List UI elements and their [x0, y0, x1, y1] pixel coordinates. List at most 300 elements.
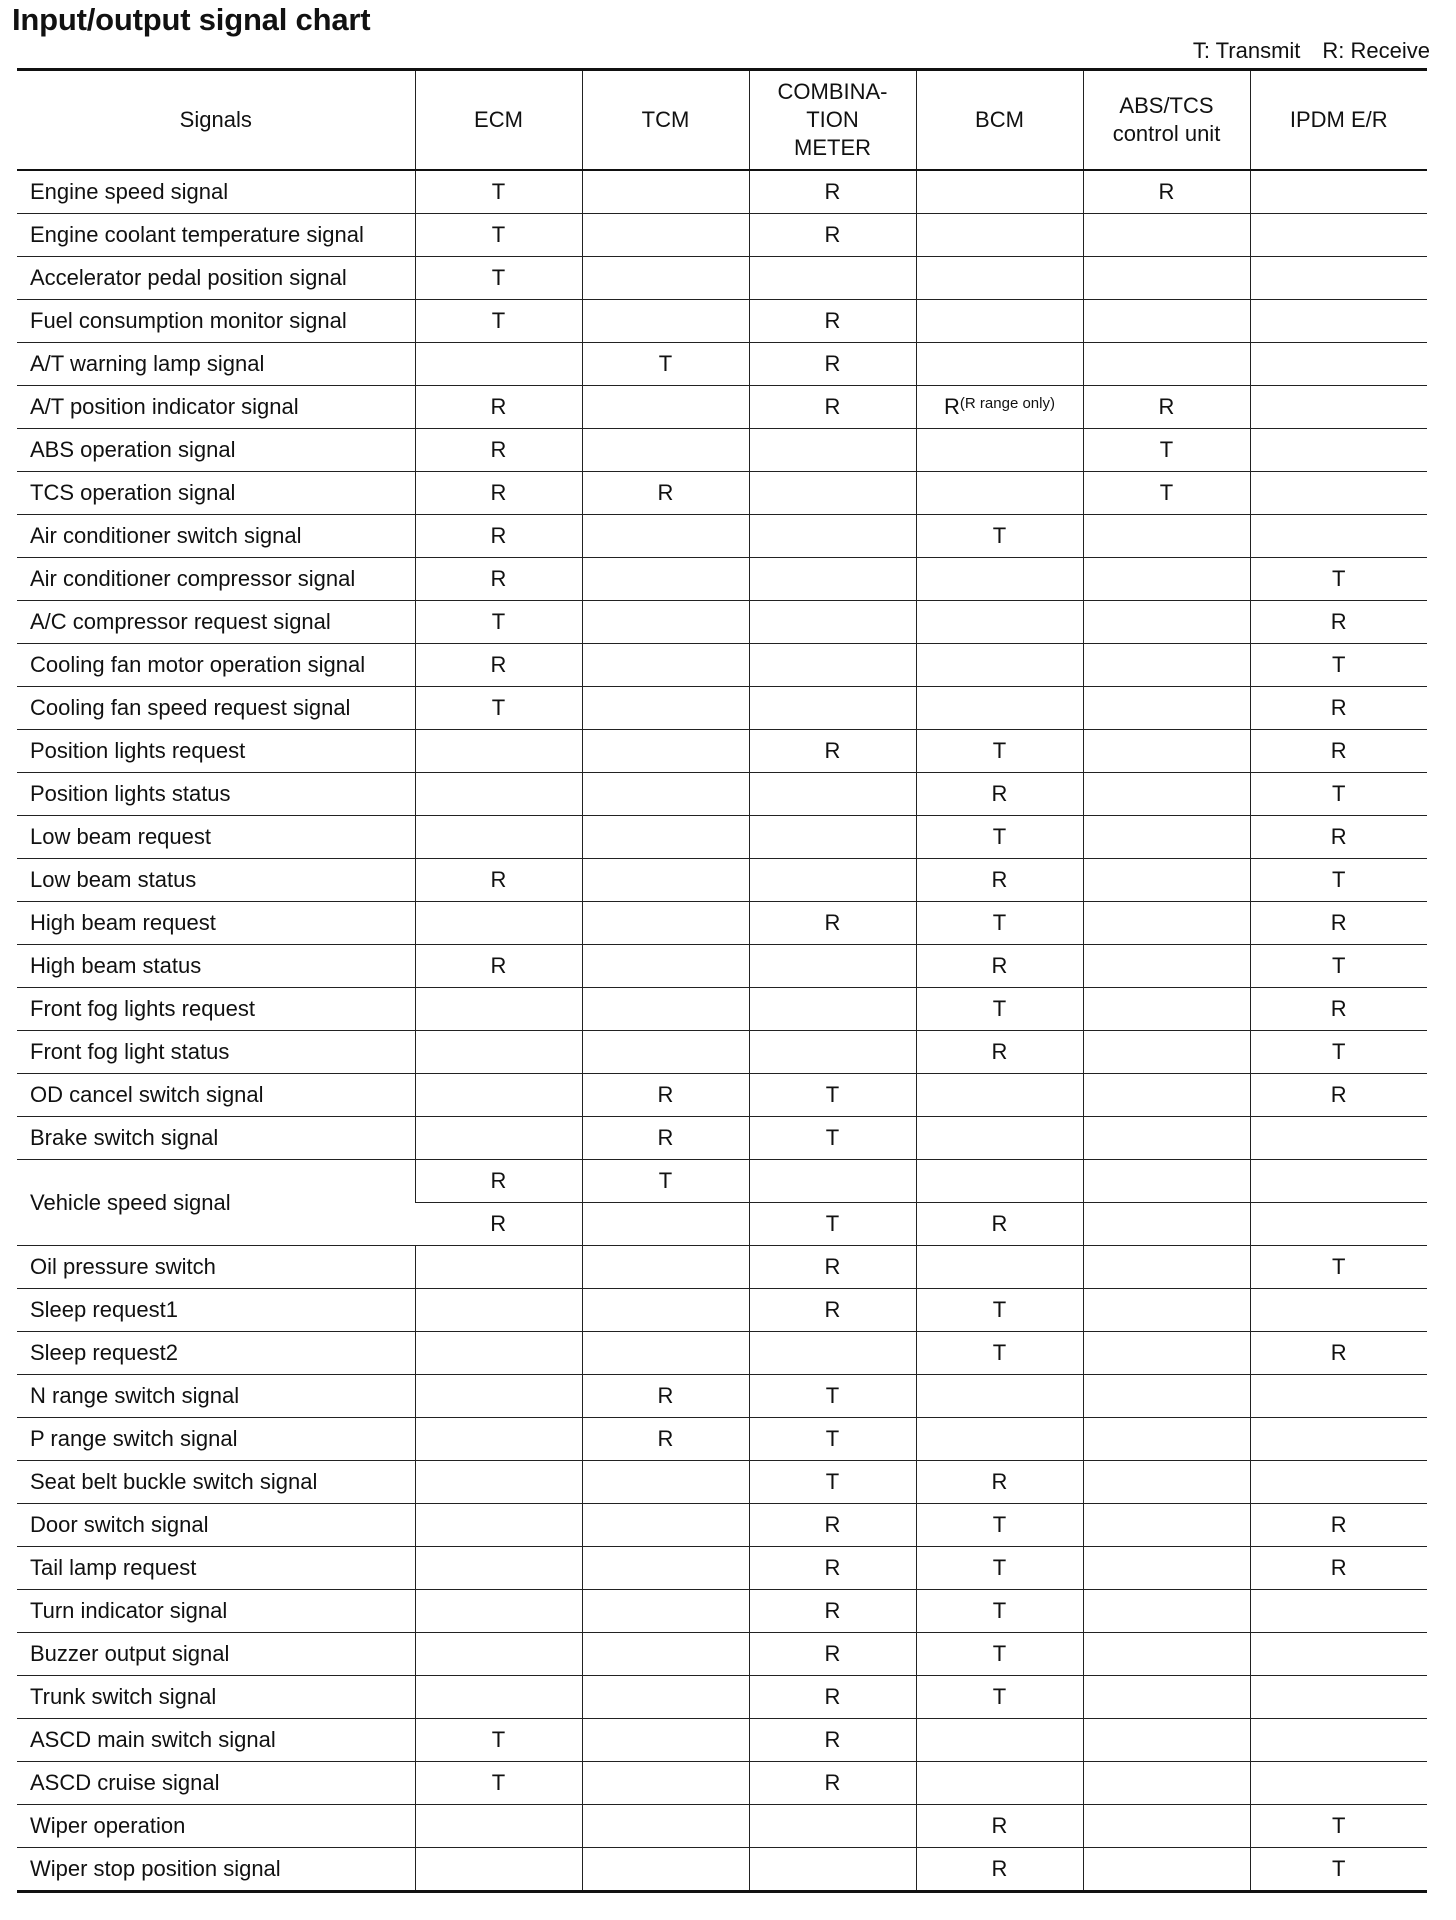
signal-cell [1083, 1504, 1250, 1547]
signal-cell [415, 1289, 582, 1332]
table-row [17, 1805, 1427, 1848]
signal-cell: R [1250, 816, 1427, 859]
table-row [17, 945, 1427, 988]
signal-cell [582, 902, 749, 945]
signal-cell [415, 1074, 582, 1117]
signal-cell [1083, 1805, 1250, 1848]
signal-cell: T [1250, 945, 1427, 988]
signal-cell [749, 859, 916, 902]
signal-cell [1250, 1719, 1427, 1762]
signal-cell: R [749, 1246, 916, 1289]
signal-cell [749, 816, 916, 859]
signal-cell [1083, 1117, 1250, 1160]
signal-name-cell: Engine coolant temperature signal [17, 214, 415, 257]
signal-name-cell: Air conditioner switch signal [17, 515, 415, 558]
signal-cell [415, 1633, 582, 1676]
signal-cell: T [415, 257, 582, 300]
signal-cell: T [1250, 644, 1427, 687]
table-row [17, 343, 1427, 386]
legend-transmit: T: Transmit [1192, 38, 1301, 63]
signal-name-cell: Fuel consumption monitor signal [17, 300, 415, 343]
signal-cell [1250, 300, 1427, 343]
signal-cell [415, 1117, 582, 1160]
table-row [17, 1719, 1427, 1762]
signal-cell [1250, 386, 1427, 429]
signal-cell [916, 644, 1083, 687]
signal-name-cell: Cooling fan speed request signal [17, 687, 415, 730]
signal-cell [1083, 988, 1250, 1031]
signal-cell [1250, 515, 1427, 558]
signal-cell [1250, 1461, 1427, 1504]
table-row [17, 773, 1427, 816]
signal-cell: R [582, 472, 749, 515]
signal-name-cell: Trunk switch signal [17, 1676, 415, 1719]
signal-cell: R [749, 1289, 916, 1332]
table-row [17, 1031, 1427, 1074]
signal-cell: R [582, 1418, 749, 1461]
signal-cell [1083, 558, 1250, 601]
signal-name-cell: ASCD cruise signal [17, 1762, 415, 1805]
signal-cell: R [749, 170, 916, 214]
signal-cell: R [415, 859, 582, 902]
signal-cell [916, 170, 1083, 214]
signal-cell: R [415, 945, 582, 988]
signal-cell: R [916, 1848, 1083, 1892]
signal-cell [415, 1375, 582, 1418]
signal-cell [1083, 945, 1250, 988]
signal-cell: R [749, 1762, 916, 1805]
table-row [17, 1332, 1427, 1375]
signal-name-cell: Buzzer output signal [17, 1633, 415, 1676]
signal-cell: R [415, 558, 582, 601]
signal-cell [1083, 1203, 1250, 1246]
signal-cell: T [1250, 773, 1427, 816]
signal-cell [749, 773, 916, 816]
table-row [17, 1246, 1427, 1289]
signal-cell [1250, 1590, 1427, 1633]
signal-name-cell: Air conditioner compressor signal [17, 558, 415, 601]
signal-cell: R [1250, 1504, 1427, 1547]
table-row [17, 1375, 1427, 1418]
signal-cell [749, 1332, 916, 1375]
signal-name-cell: A/T position indicator signal [17, 386, 415, 429]
signal-cell: T [415, 601, 582, 644]
table-row [17, 687, 1427, 730]
signal-cell [1250, 1203, 1427, 1246]
signal-cell [582, 687, 749, 730]
signal-cell [749, 472, 916, 515]
signal-cell: R [415, 472, 582, 515]
signal-cell [415, 902, 582, 945]
signal-cell: R [582, 1375, 749, 1418]
signal-name-cell: A/C compressor request signal [17, 601, 415, 644]
signal-name-cell: P range switch signal [17, 1418, 415, 1461]
signal-cell [1083, 1633, 1250, 1676]
signal-cell [415, 1246, 582, 1289]
signal-cell: R [1250, 730, 1427, 773]
signal-cell: R [582, 1117, 749, 1160]
signal-cell [1250, 1375, 1427, 1418]
signal-cell: T [1250, 1031, 1427, 1074]
signal-cell: R [1083, 386, 1250, 429]
signal-cell: T [1250, 859, 1427, 902]
table-row [17, 1289, 1427, 1332]
signal-name-cell: High beam status [17, 945, 415, 988]
signal-cell: T [1250, 1805, 1427, 1848]
signal-cell [582, 1676, 749, 1719]
signal-cell [1083, 601, 1250, 644]
signal-cell [1083, 1676, 1250, 1719]
table-row [17, 1633, 1427, 1676]
table-row [17, 902, 1427, 945]
col-header-ipdm: IPDM E/R [1250, 70, 1427, 171]
signal-table [17, 68, 1427, 1893]
signal-cell [415, 773, 582, 816]
signal-cell: T [415, 214, 582, 257]
table-row [17, 429, 1427, 472]
signal-cell [916, 1418, 1083, 1461]
signal-cell [1083, 1590, 1250, 1633]
signal-cell: R [1250, 1332, 1427, 1375]
signal-cell: T [916, 730, 1083, 773]
signal-cell [749, 1160, 916, 1203]
signal-name-cell: Wiper operation [17, 1805, 415, 1848]
signal-cell: R [749, 343, 916, 386]
signal-cell [582, 1719, 749, 1762]
signal-cell [1250, 472, 1427, 515]
signal-cell: R [749, 1504, 916, 1547]
signal-cell [1250, 429, 1427, 472]
table-row [17, 1461, 1427, 1504]
signal-cell [749, 644, 916, 687]
signal-cell: R [415, 1160, 582, 1203]
col-header-combination-meter: COMBINA- TION METER [749, 70, 916, 171]
signal-cell [1250, 1418, 1427, 1461]
signal-cell [415, 1547, 582, 1590]
col-header-ecm: ECM [415, 70, 582, 171]
signal-cell [582, 1332, 749, 1375]
col-header-abs-tcs: ABS/TCS control unit [1083, 70, 1250, 171]
col-header-tcm: TCM [582, 70, 749, 171]
table-row [17, 257, 1427, 300]
signal-cell: R [916, 1203, 1083, 1246]
signal-cell: R [749, 214, 916, 257]
table-row [17, 1762, 1427, 1805]
signal-cell [749, 601, 916, 644]
signal-cell: T [749, 1117, 916, 1160]
signal-cell [582, 1762, 749, 1805]
signal-cell: T [1250, 1848, 1427, 1892]
signal-cell: R [749, 730, 916, 773]
signal-cell [916, 1117, 1083, 1160]
signal-cell [1083, 1375, 1250, 1418]
signal-cell: R [415, 429, 582, 472]
signal-cell [582, 386, 749, 429]
signal-cell: R [582, 1074, 749, 1117]
signal-cell [582, 1590, 749, 1633]
signal-cell: R [1250, 601, 1427, 644]
signal-cell [1083, 515, 1250, 558]
signal-cell: R [749, 386, 916, 429]
signal-cell [582, 1031, 749, 1074]
signal-cell [415, 1590, 582, 1633]
signal-cell: R [749, 1590, 916, 1633]
signal-cell [1083, 214, 1250, 257]
signal-name-cell: OD cancel switch signal [17, 1074, 415, 1117]
legend [1193, 38, 1430, 64]
signal-cell [582, 429, 749, 472]
signal-cell [916, 472, 1083, 515]
signal-cell [1083, 1246, 1250, 1289]
signal-cell [749, 687, 916, 730]
signal-cell [415, 1461, 582, 1504]
signal-cell [415, 1676, 582, 1719]
signal-cell [1083, 816, 1250, 859]
signal-cell [1083, 1719, 1250, 1762]
signal-cell: R [1083, 170, 1250, 214]
signal-cell [749, 429, 916, 472]
signal-cell [582, 1633, 749, 1676]
signal-cell: T [415, 170, 582, 214]
table-row [17, 1547, 1427, 1590]
signal-cell [1083, 730, 1250, 773]
signal-cell [582, 730, 749, 773]
signal-name-cell: High beam request [17, 902, 415, 945]
signal-cell [916, 1160, 1083, 1203]
signal-cell [1083, 1547, 1250, 1590]
signal-value: R [944, 394, 960, 419]
signal-cell [1083, 1289, 1250, 1332]
signal-cell [1083, 1332, 1250, 1375]
table-row [17, 1418, 1427, 1461]
signal-cell: T [916, 1547, 1083, 1590]
signal-name-cell: Tail lamp request [17, 1547, 415, 1590]
signal-cell: R [916, 945, 1083, 988]
signal-cell: T [916, 988, 1083, 1031]
signal-cell [749, 257, 916, 300]
signal-cell [1083, 1031, 1250, 1074]
signal-cell [916, 687, 1083, 730]
signal-cell [415, 1332, 582, 1375]
signal-cell [1250, 1633, 1427, 1676]
signal-cell [1250, 1289, 1427, 1332]
signal-name-cell: Sleep request2 [17, 1332, 415, 1375]
signal-cell [582, 1203, 749, 1246]
table-row [17, 730, 1427, 773]
signal-cell [1250, 257, 1427, 300]
signal-cell: R [415, 386, 582, 429]
signal-cell [749, 558, 916, 601]
table-row [17, 1848, 1427, 1892]
signal-name-cell: Low beam request [17, 816, 415, 859]
col-header-bcm: BCM [916, 70, 1083, 171]
signal-cell [916, 257, 1083, 300]
signal-cell: T [582, 1160, 749, 1203]
header-row [17, 70, 1427, 171]
signal-cell [916, 1375, 1083, 1418]
signal-cell [1083, 902, 1250, 945]
signal-cell [582, 988, 749, 1031]
signal-cell: R [749, 1547, 916, 1590]
table-row [17, 1117, 1427, 1160]
signal-cell [582, 945, 749, 988]
signal-cell: T [749, 1203, 916, 1246]
signal-cell: T [1083, 472, 1250, 515]
signal-cell: T [916, 1504, 1083, 1547]
signal-cell [1083, 1762, 1250, 1805]
col-header-signals: Signals [17, 70, 415, 171]
signal-cell [582, 1461, 749, 1504]
signal-cell [582, 515, 749, 558]
signal-cell [749, 515, 916, 558]
table-row [17, 472, 1427, 515]
signal-cell [415, 1848, 582, 1892]
signal-cell: T [916, 1289, 1083, 1332]
signal-cell [582, 1805, 749, 1848]
signal-name-cell: Seat belt buckle switch signal [17, 1461, 415, 1504]
signal-cell [1250, 1117, 1427, 1160]
table-row [17, 214, 1427, 257]
signal-cell [582, 644, 749, 687]
signal-name-cell: N range switch signal [17, 1375, 415, 1418]
signal-name-cell: ASCD main switch signal [17, 1719, 415, 1762]
signal-name-cell: Turn indicator signal [17, 1590, 415, 1633]
table-row [17, 816, 1427, 859]
signal-cell [415, 343, 582, 386]
table-row [17, 558, 1427, 601]
signal-cell [749, 945, 916, 988]
signal-cell: R [749, 1633, 916, 1676]
signal-cell: R [1250, 902, 1427, 945]
signal-name-cell: Sleep request1 [17, 1289, 415, 1332]
signal-cell [749, 1031, 916, 1074]
signal-cell: T [749, 1074, 916, 1117]
signal-cell [1250, 214, 1427, 257]
signal-cell: T [1250, 1246, 1427, 1289]
signal-cell [1083, 773, 1250, 816]
signal-cell: T [1083, 429, 1250, 472]
signal-cell [582, 601, 749, 644]
signal-name-cell: Accelerator pedal position signal [17, 257, 415, 300]
signal-cell: R [749, 902, 916, 945]
signal-name-cell: Door switch signal [17, 1504, 415, 1547]
signal-name-cell: Front fog lights request [17, 988, 415, 1031]
signal-cell [582, 257, 749, 300]
signal-cell [582, 773, 749, 816]
signal-cell [415, 1504, 582, 1547]
signal-cell [916, 214, 1083, 257]
signal-cell [916, 1074, 1083, 1117]
signal-cell [1083, 1848, 1250, 1892]
signal-cell [415, 1805, 582, 1848]
signal-cell [415, 816, 582, 859]
signal-cell [916, 1762, 1083, 1805]
table-row [17, 988, 1427, 1031]
page-title: Input/output signal chart [12, 2, 371, 37]
signal-cell: T [916, 1332, 1083, 1375]
signal-cell [582, 816, 749, 859]
table-row [17, 1074, 1427, 1117]
table-row [17, 300, 1427, 343]
signal-cell: R [749, 300, 916, 343]
signal-cell: T [415, 1719, 582, 1762]
signal-name-cell: Low beam status [17, 859, 415, 902]
signal-cell: R [415, 515, 582, 558]
signal-cell: T [916, 1590, 1083, 1633]
signal-cell: R [415, 644, 582, 687]
signal-cell [582, 214, 749, 257]
signal-cell [1083, 1074, 1250, 1117]
signal-cell: T [916, 816, 1083, 859]
signal-cell [415, 1418, 582, 1461]
signal-cell [1083, 1461, 1250, 1504]
signal-cell: R [916, 773, 1083, 816]
signal-cell [916, 601, 1083, 644]
signal-cell [916, 386, 1083, 429]
signal-cell [749, 988, 916, 1031]
table-row [17, 1160, 1427, 1203]
signal-name-cell: Oil pressure switch [17, 1246, 415, 1289]
signal-cell [1250, 1160, 1427, 1203]
signal-cell [582, 300, 749, 343]
signal-cell [916, 1719, 1083, 1762]
signal-cell: T [415, 1762, 582, 1805]
signal-cell: R [1250, 687, 1427, 730]
signal-name-cell: Cooling fan motor operation signal [17, 644, 415, 687]
signal-name-cell: Position lights status [17, 773, 415, 816]
signal-cell [582, 1848, 749, 1892]
table-row [17, 1504, 1427, 1547]
signal-name-cell: Position lights request [17, 730, 415, 773]
signal-cell: T [749, 1418, 916, 1461]
signal-cell: T [415, 687, 582, 730]
signal-name-cell: A/T warning lamp signal [17, 343, 415, 386]
signal-cell [1250, 1676, 1427, 1719]
signal-cell [916, 558, 1083, 601]
signal-cell [1083, 300, 1250, 343]
signal-cell: R [916, 859, 1083, 902]
table-row [17, 386, 1427, 429]
signal-cell [916, 343, 1083, 386]
signal-cell: R [749, 1676, 916, 1719]
signal-cell [1083, 343, 1250, 386]
signal-cell [1250, 170, 1427, 214]
signal-cell [749, 1805, 916, 1848]
signal-cell: T [916, 1676, 1083, 1719]
signal-cell: T [916, 515, 1083, 558]
signal-name-cell: TCS operation signal [17, 472, 415, 515]
signal-name-cell: Engine speed signal [17, 170, 415, 214]
signal-name-cell: Vehicle speed signal [17, 1160, 415, 1246]
signal-cell: R [749, 1719, 916, 1762]
signal-cell [916, 1246, 1083, 1289]
signal-cell: R [916, 1805, 1083, 1848]
signal-cell: T [916, 1633, 1083, 1676]
signal-name-cell: Brake switch signal [17, 1117, 415, 1160]
signal-cell [582, 1246, 749, 1289]
signal-note: (R range only) [959, 395, 1055, 412]
table-row [17, 1590, 1427, 1633]
signal-cell [1083, 644, 1250, 687]
legend-receive: R: Receive [1322, 38, 1430, 63]
signal-cell: R [1250, 1074, 1427, 1117]
signal-cell [1083, 257, 1250, 300]
table-row [17, 515, 1427, 558]
table-row [17, 601, 1427, 644]
signal-cell [582, 170, 749, 214]
signal-cell: T [1250, 558, 1427, 601]
signal-cell [916, 300, 1083, 343]
